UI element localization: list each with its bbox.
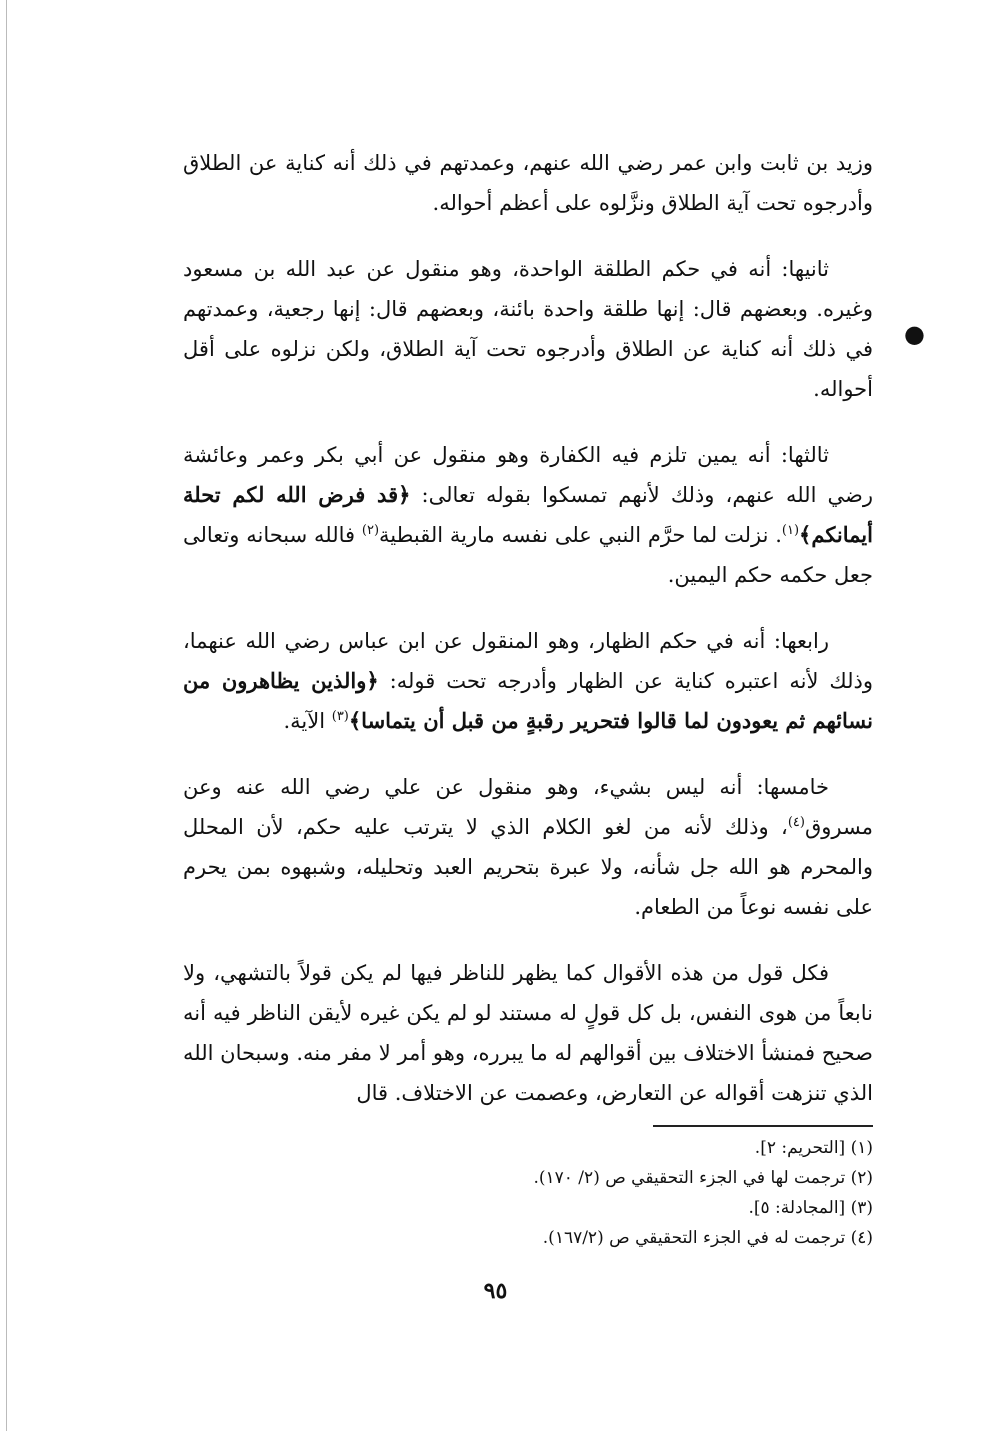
footnote-ref-1[interactable]: (١) [781, 523, 800, 538]
footnote-ref-3[interactable]: (٣) [331, 709, 349, 724]
paragraph-3-text-b: . نزلت لما حرَّم النبي على نفسه مارية القبطية [379, 523, 782, 547]
footnote-separator [653, 1125, 873, 1127]
paragraph-4 [183, 621, 873, 741]
footnote-1: (١) [التحريم: ٢]. [754, 1138, 873, 1158]
paragraph-2: ثانيها: أنه في حكم الطلقة الواحدة، وهو منقول عن عبد الله بن مسعود وغيره. وبعضهم قال: إنها طلقة واحدة بائنة، وبعضهم قال: إنها رجعية، وعمدتهم في ذلك أنه كناية عن الطلاق وأدرجوه تحت آية الطلاق، ولكن نزلوه على أقل أحواله. [183, 257, 873, 401]
paragraph-4-text-b: الآية. [283, 709, 332, 733]
footnote-4: (٤) ترجمت له في الجزء التحقيقي ص (١٦٧/٢). [542, 1228, 873, 1248]
page-number: ٩٥ [483, 1278, 508, 1304]
quran-quote-1: ﴿قد فرض الله لكم تحلة أيمانكم﴾ [183, 482, 873, 547]
page-edge-line [6, 0, 7, 1431]
paragraph-5 [183, 767, 873, 927]
page-body [183, 143, 873, 1139]
quran-quote-2: ﴿والذين يظاهرون من نسائهم ثم يعودون لما قالوا فتحرير رقبةٍ من قبل أن يتماسا﴾ [183, 668, 873, 733]
paragraph-1: وزيد بن ثابت وابن عمر رضي الله عنهم، وعمدتهم في ذلك أنه كناية عن الطلاق وأدرجوه تحت آية الطلاق ونزَّلوه على أعظم أحواله. [183, 151, 873, 215]
paragraph-6: فكل قول من هذه الأقوال كما يظهر للناظر فيها لم يكن قولاً بالتشهي، ولا نابعاً من هوى النفس، بل كل قولٍ له مستند لو لم يكن غيره لأيقن الناظر فيه أنه صحيح فمنشأ الاختلاف بين أقوالهم له ما يبرره، وهو أمر لا مفر منه. وسبحان الله الذي تنزهت أقواله عن التعارض، وعصمت عن الاختلاف. قال [183, 961, 873, 1105]
paragraph-4-text-a: رابعها: أنه في حكم الظهار، وهو المنقول عن ابن عباس رضي الله عنهما، وذلك لأنه اعتبره كناية عن الظهار وأدرجه تحت قوله: [183, 629, 873, 693]
paragraph-5-text-b: ، وذلك لأنه من لغو الكلام الذي لا يترتب عليه حكم، لأن المحلل والمحرم هو الله جل شأنه، ولا عبرة بتحريم العبد وتحليله، وشبهوه بمن يحرم على نفسه نوعاً من الطعام. [183, 815, 873, 919]
footnote-ref-2[interactable]: (٢) [361, 523, 380, 538]
footnote-2: (٢) ترجمت لها في الجزء التحقيقي ص (٢/ ١٧٠). [533, 1168, 873, 1188]
paragraph-3-text-c: فالله سبحانه وتعالى جعل حكمه حكم اليمين. [183, 523, 873, 587]
paragraph-3 [183, 435, 873, 595]
footnote-ref-4[interactable]: (٤) [787, 815, 805, 830]
footnote-3: (٣) [المجادلة: ٥]. [748, 1198, 873, 1218]
margin-dot-marker: ● [904, 320, 925, 348]
paragraph-3-text-a: ثالثها: أنه يمين تلزم فيه الكفارة وهو منقول عن أبي بكر وعمر وعائشة رضي الله عنهم، وذلك لأنهم تمسكوا بقوله تعالى: [183, 443, 874, 507]
paragraph-5-text-a: خامسها: أنه ليس بشيء، وهو منقول عن علي رضي الله عنه وعن مسروق [183, 775, 873, 839]
footnotes [183, 1133, 873, 1253]
